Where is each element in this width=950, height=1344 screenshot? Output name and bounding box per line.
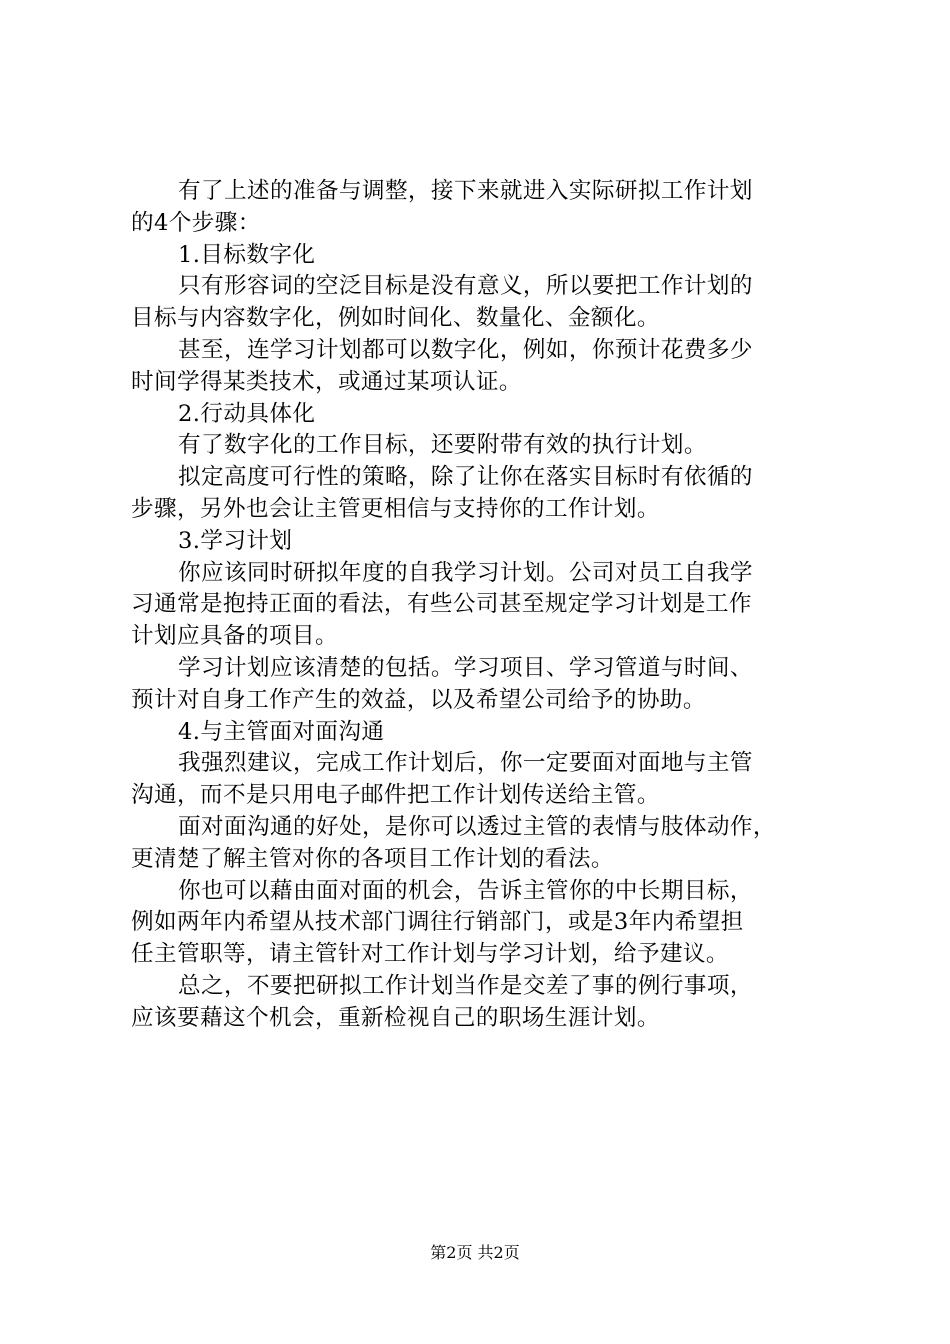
- paragraph-line: 例如两年内希望从技术部门调往行销部门，或是3年内希望担: [131, 909, 744, 936]
- paragraph-line: 更清楚了解主管对你的各项目工作计划的看法。: [131, 845, 614, 872]
- paragraph-line: 你也可以藉由面对面的机会，告诉主管你的中长期目标，: [178, 877, 753, 904]
- paragraph-line: 拟定高度可行性的策略，除了让你在落实目标时有依循的: [178, 464, 753, 491]
- paragraph-line: 学习计划应该清楚的包括。学习项目、学习管道与时间、: [178, 654, 753, 681]
- page-number-footer: 第2页 共2页: [430, 1243, 520, 1262]
- section-heading: 1.目标数字化: [178, 241, 316, 268]
- paragraph-line: 时间学得某类技术，或通过某项认证。: [131, 368, 522, 395]
- paragraph-line: 沟通，而不是只用电子邮件把工作计划传送给主管。: [131, 782, 660, 809]
- paragraph-line: 只有形容词的空泛目标是没有意义，所以要把工作计划的: [178, 273, 753, 300]
- paragraph-line: 有了上述的准备与调整，接下来就进入实际研拟工作计划: [178, 178, 753, 204]
- section-heading: 3.学习计划: [178, 527, 293, 554]
- document-body: [131, 176, 831, 1035]
- paragraph-line: 有了数字化的工作目标，还要附带有效的执行计划。: [178, 432, 707, 459]
- paragraph-line: 预计对自身工作产生的效益，以及希望公司给予的协助。: [131, 686, 706, 713]
- section-heading: 2.行动具体化: [178, 400, 316, 427]
- paragraph-line: 步骤，另外也会让主管更相信与支持你的工作计划。: [131, 495, 660, 522]
- section-heading: 4.与主管面对面沟通: [178, 718, 385, 745]
- paragraph-line: 任主管职等，请主管针对工作计划与学习计划，给予建议。: [131, 941, 729, 968]
- paragraph-line: 目标与内容数字化，例如时间化、数量化、金额化。: [131, 305, 660, 332]
- paragraph-line: 甚至，连学习计划都可以数字化，例如，你预计花费多少: [178, 336, 753, 363]
- paragraph-line: 总之，不要把研拟工作计划当作是交差了事的例行事项，: [178, 972, 753, 999]
- paragraph-line: 习通常是抱持正面的看法，有些公司甚至规定学习计划是工作: [131, 591, 752, 618]
- paragraph-line: 应该要藉这个机会，重新检视自己的职场生涯计划。: [131, 1004, 660, 1031]
- paragraph-line: 我强烈建议，完成工作计划后，你一定要面对面地与主管: [178, 750, 753, 777]
- paragraph-line: 的4个步骤：: [131, 209, 261, 236]
- paragraph-line: 你应该同时研拟年度的自我学习计划。公司对员工自我学: [178, 559, 753, 586]
- paragraph-line: 面对面沟通的好处，是你可以透过主管的表情与肢体动作，: [178, 813, 776, 840]
- paragraph-line: 计划应具备的项目。: [131, 623, 338, 650]
